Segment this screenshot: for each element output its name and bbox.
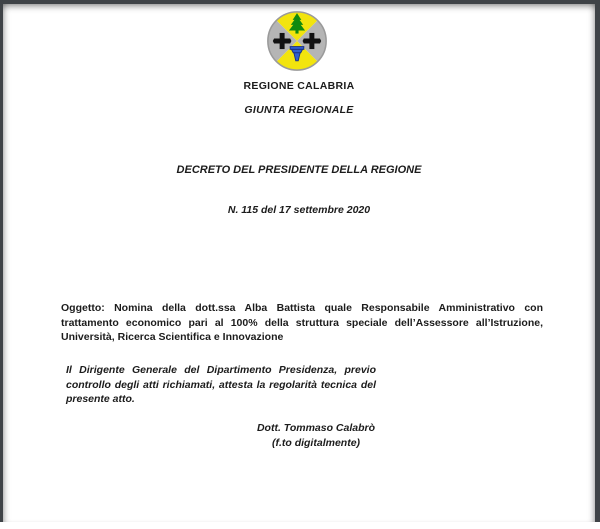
org-name: REGIONE CALABRIA: [243, 80, 355, 92]
document-page: [3, 4, 595, 522]
signature-block: [156, 421, 476, 450]
attestation-paragraph: Il Dirigente Generale del Dipartimento Presidenza, previo controllo degli atti richiamati, attesta la regolarità tecnica del presente atto.: [66, 364, 376, 406]
signature-note: (f.to digitalmente): [271, 436, 361, 449]
bottom-scroll-strip: [0, 522, 600, 529]
decree-title: DECRETO DEL PRESIDENTE DELLA REGIONE: [176, 164, 422, 176]
decree-number: N. 115 del 17 settembre 2020: [227, 204, 371, 216]
regione-calabria-coat-of-arms-icon: [266, 10, 328, 72]
signature-name: Dott. Tommaso Calabrò: [256, 422, 376, 434]
org-subtitle: GIUNTA REGIONALE: [244, 104, 354, 116]
subject-paragraph: Oggetto: Nomina della dott.ssa Alba Battista quale Responsabile Amministrativo con trattamento economico pari al 100% della struttura speciale dell’Assessore all’Istruzione, Università, Ricerca Scientifica e Innovazione: [61, 302, 543, 344]
